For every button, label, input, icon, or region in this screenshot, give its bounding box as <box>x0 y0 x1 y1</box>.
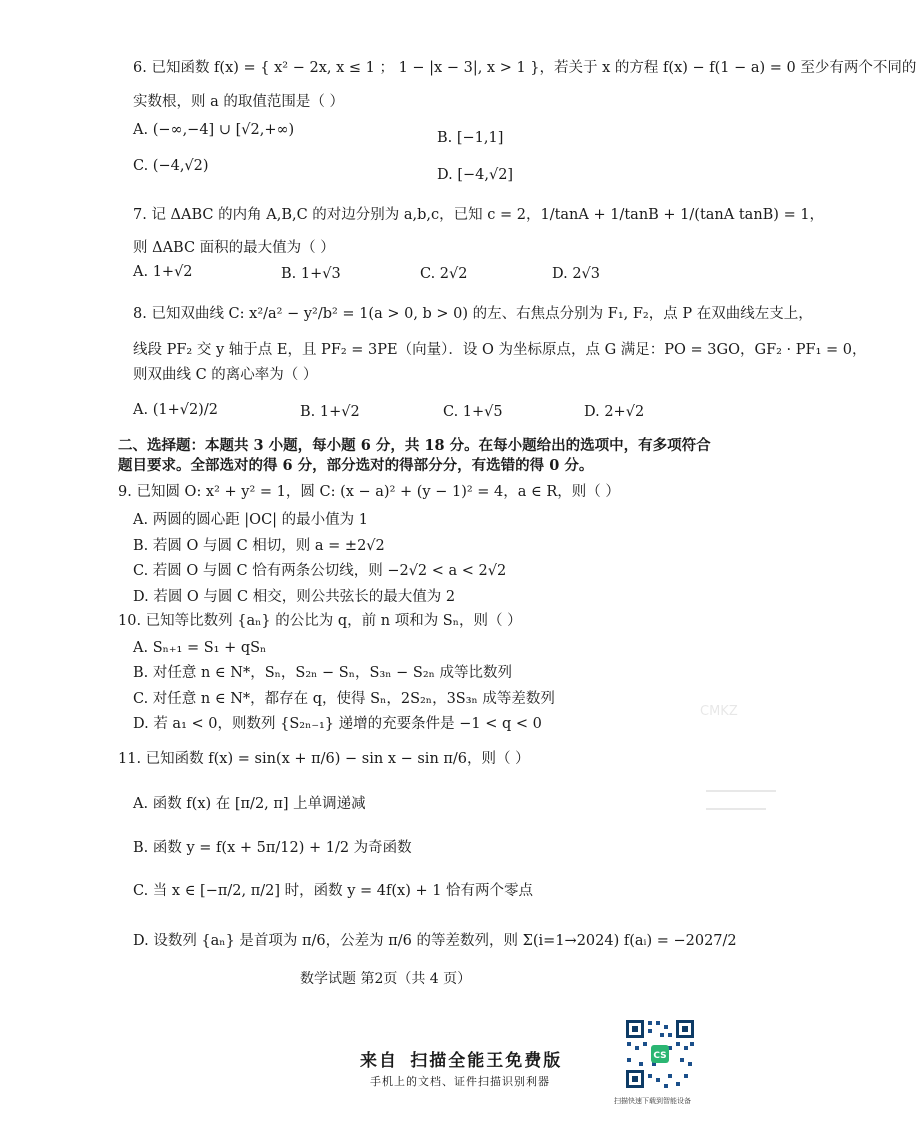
q7-stem-line1: 7. 记 ΔABC 的内角 A,B,C 的对边分别为 a,b,c，已知 c = 2，1/tanA + 1/tanB + 1/(tanA tanB) = 1， <box>133 207 825 223</box>
q11-option-c: C. 当 x ∈ [−π/2, π/2] 时，函数 y = 4f(x) + 1 恰有两个零点 <box>133 883 534 899</box>
q11-option-d: D. 设数列 {aₙ} 是首项为 π/6，公差为 π/6 的等差数列，则 Σ(i=1→2024) f(aᵢ) = −2027/2 <box>133 933 737 949</box>
q6-option-b: B. [−1,1] <box>437 130 504 146</box>
q8-option-a: A. (1+√2)/2 <box>133 402 218 418</box>
q9-option-a: A. 两圆的圆心距 |OC| 的最小值为 1 <box>133 512 368 528</box>
qr-code-graphic <box>624 1018 696 1090</box>
q7-option-c: C. 2√2 <box>420 266 468 282</box>
q8-option-c: C. 1+√5 <box>443 404 503 420</box>
q6-stem-line2: 实数根，则 a 的取值范围是（ ） <box>133 94 344 110</box>
q11-option-b: B. 函数 y = f(x + 5π/12) + 1/2 为奇函数 <box>133 840 412 856</box>
q6-option-a: A. (−∞,−4] ∪ [√2,+∞) <box>133 122 295 138</box>
q11-option-a: A. 函数 f(x) 在 [π/2, π] 上单调递减 <box>133 796 366 812</box>
q7-stem-line2: 则 ΔABC 面积的最大值为（ ） <box>133 240 335 256</box>
scanner-brand-subtitle: 手机上的文档、证件扫描识别利器 <box>370 1075 550 1088</box>
section2-heading-line2: 题目要求。全部选对的得 6 分，部分选对的得部分分，有选错的得 0 分。 <box>118 457 594 474</box>
q9-option-c: C. 若圆 O 与圆 C 恰有两条公切线，则 −2√2 < a < 2√2 <box>133 563 507 579</box>
scan-bleed-mark: CMKZ <box>700 704 738 719</box>
q9-option-d: D. 若圆 O 与圆 C 相交，则公共弦长的最大值为 2 <box>133 589 456 605</box>
scan-bleed-line <box>706 808 766 810</box>
q7-option-a: A. 1+√2 <box>133 264 193 280</box>
q6-stem-line1: 6. 已知函数 f(x) = { x² − 2x, x ≤ 1 ； 1 − |x − 3|, x > 1 }，若关于 x 的方程 f(x) − f(1 − a) = 0 至少有两个不同的 <box>133 60 916 76</box>
scan-bleed-line <box>706 790 776 792</box>
qr-caption: 扫描快速下载到智能设备 <box>614 1097 691 1105</box>
q6-option-c: C. (−4,√2) <box>133 158 209 174</box>
q11-stem: 11. 已知函数 f(x) = sin(x + π/6) − sin x − sin π/6，则（ ） <box>118 751 530 767</box>
qr-code[interactable] <box>624 1018 696 1090</box>
page-footer: 数学试题 第2页（共 4 页） <box>300 971 472 987</box>
q9-stem: 9. 已知圆 O: x² + y² = 1，圆 C: (x − a)² + (y − 1)² = 4，a ∈ R，则（ ） <box>118 484 620 500</box>
scanner-brand-title: 来自 扫描全能王免费版 <box>360 1051 563 1071</box>
q10-option-c: C. 对任意 n ∈ N*，都存在 q，使得 Sₙ，2S₂ₙ，3S₃ₙ 成等差数列 <box>133 691 555 707</box>
q10-stem: 10. 已知等比数列 {aₙ} 的公比为 q，前 n 项和为 Sₙ，则（ ） <box>118 613 522 629</box>
q8-stem-line1: 8. 已知双曲线 C: x²/a² − y²/b² = 1(a > 0, b > 0) 的左、右焦点分别为 F₁, F₂，点 P 在双曲线左支上， <box>133 306 813 322</box>
q8-stem-line3: 则双曲线 C 的离心率为（ ） <box>133 367 318 383</box>
q8-option-b: B. 1+√2 <box>300 404 360 420</box>
qr-center-logo: CS <box>653 1051 667 1061</box>
q9-option-b: B. 若圆 O 与圆 C 相切，则 a = ±2√2 <box>133 538 385 554</box>
q7-option-b: B. 1+√3 <box>281 266 341 282</box>
q10-option-b: B. 对任意 n ∈ N*，Sₙ，S₂ₙ − Sₙ，S₃ₙ − S₂ₙ 成等比数列 <box>133 665 513 681</box>
q8-option-d: D. 2+√2 <box>584 404 645 420</box>
q8-stem-line2: 线段 PF₂ 交 y 轴于点 E，且 PF₂ = 3PE（向量）．设 O 为坐标原点，点 G 满足：PO = 3GO，GF₂ · PF₁ = 0， <box>133 342 867 358</box>
section2-heading-line1: 二、选择题：本题共 3 小题，每小题 6 分，共 18 分。在每小题给出的选项中，有多项符合 <box>118 437 711 454</box>
q6-option-d: D. [−4,√2] <box>437 167 514 183</box>
q10-option-a: A. Sₙ₊₁ = S₁ + qSₙ <box>133 640 267 656</box>
q7-option-d: D. 2√3 <box>552 266 601 282</box>
q10-option-d: D. 若 a₁ < 0，则数列 {S₂ₙ₋₁} 递增的充要条件是 −1 < q < 0 <box>133 716 542 732</box>
